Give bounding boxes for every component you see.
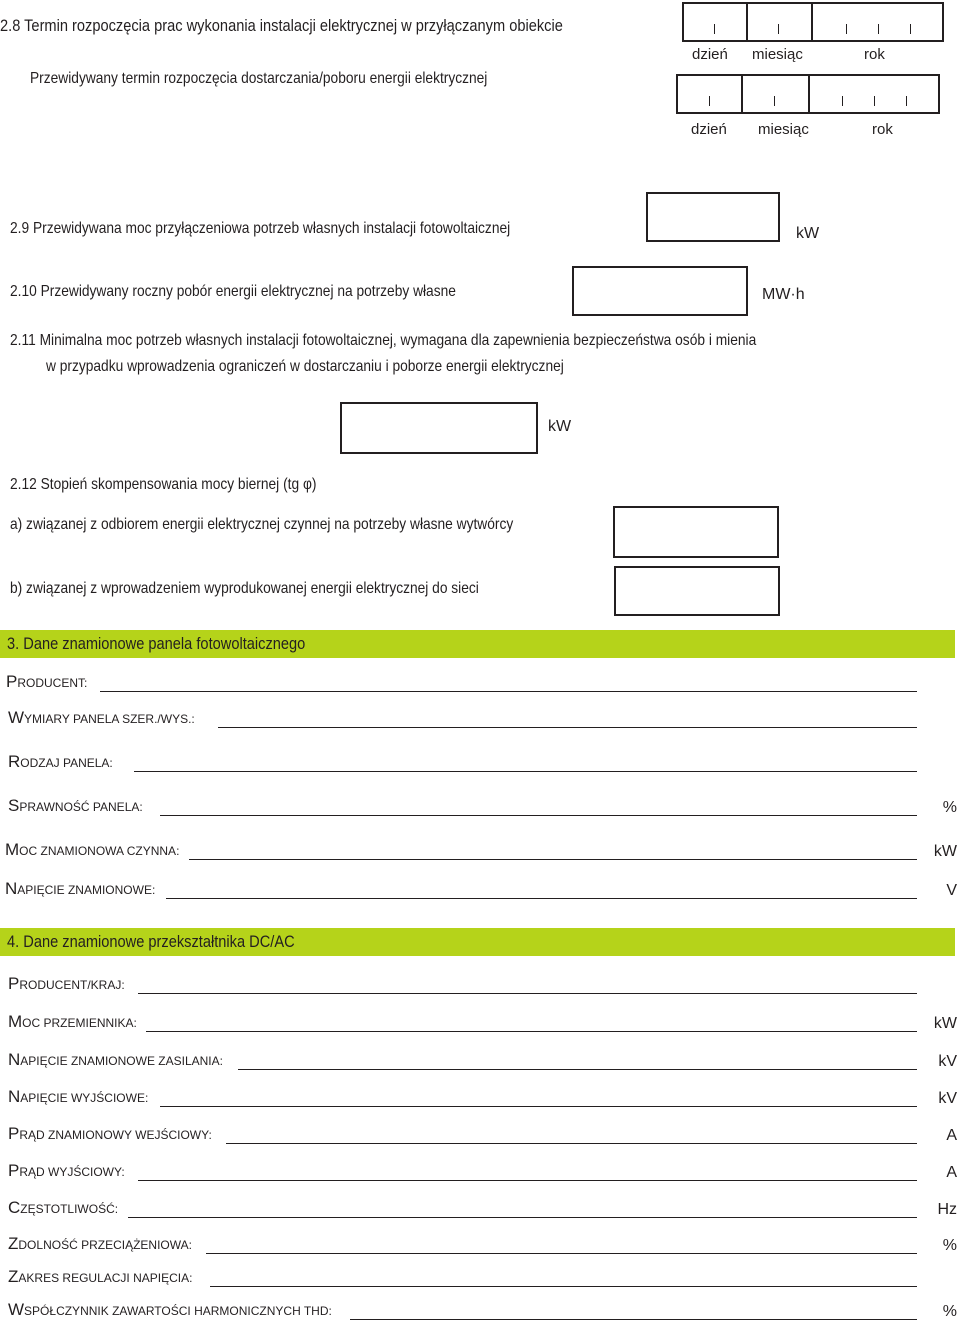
s4-field-label-rest-8: AKRES REGULACJI NAPIĘCIA:: [18, 1271, 193, 1285]
section-4-header: [0, 928, 955, 956]
s4-field-label-cap-3: N: [8, 1087, 21, 1106]
date-1-month-label: miesiąc: [752, 46, 803, 63]
section-4-title: 4. Dane znamionowe przekształtnika DC/AC: [7, 932, 295, 951]
s3-field-input-line-0[interactable]: [100, 691, 917, 692]
s3-field-label-rest-0: RODUCENT:: [17, 676, 88, 690]
s4-field-label-rest-5: RĄD WYJŚCIOWY:: [19, 1165, 125, 1179]
s4-field-label-rest-9: SPÓŁCZYNNIK ZAWARTOŚCI HARMONICZNYCH THD:: [24, 1304, 332, 1318]
s4-field-input-line-2[interactable]: [238, 1069, 917, 1070]
s4-field-label-rest-6: ZĘSTOTLIWOŚĆ:: [20, 1202, 119, 1216]
s3-field-label-rest-1: YMIARY PANELA SZER./WYS.:: [24, 712, 195, 726]
section-2-10-label: 2.10 Przewidywany roczny pobór energii elektrycznej na potrzeby własne: [10, 283, 456, 300]
s3-field-label-2: [8, 752, 113, 772]
tg-phi-b-input-box[interactable]: [614, 566, 780, 616]
s4-field-unit-6: Hz: [937, 1201, 957, 1218]
s4-field-label-cap-8: Z: [8, 1267, 19, 1286]
s4-field-unit-3: kV: [938, 1090, 957, 1107]
s4-field-input-line-7[interactable]: [206, 1253, 917, 1254]
s4-field-label-4: [8, 1124, 212, 1144]
s4-field-unit-1: kW: [933, 1015, 957, 1032]
s4-field-label-cap-4: P: [8, 1124, 20, 1143]
s4-field-label-cap-1: M: [8, 1012, 23, 1031]
s3-field-unit-4: kW: [933, 843, 957, 860]
s4-field-input-line-6[interactable]: [128, 1217, 917, 1218]
s4-field-label-cap-0: P: [8, 974, 20, 993]
s4-field-unit-9: %: [942, 1303, 957, 1320]
s4-field-label-cap-9: W: [8, 1300, 25, 1319]
section-2-11-line-1: 2.11 Minimalna moc potrzeb własnych instalacji fotowoltaicznej, wymagana dla zapewnienia bezpieczeństwa osób i mienia: [10, 332, 757, 349]
s4-field-label-0: [8, 974, 125, 994]
s4-field-unit-7: %: [942, 1237, 957, 1254]
min-power-input-box[interactable]: [340, 402, 538, 454]
s4-field-label-6: [8, 1198, 118, 1218]
date-1-year-label: rok: [864, 46, 885, 63]
section-2-9-unit: kW: [796, 225, 820, 242]
s3-field-label-cap-3: S: [8, 796, 20, 815]
section-3-header: [0, 630, 955, 658]
s4-field-label-cap-5: P: [8, 1161, 20, 1180]
s4-field-label-1: [8, 1012, 137, 1032]
s3-field-label-cap-1: W: [8, 708, 25, 727]
s3-field-label-rest-3: PRAWNOŚĆ PANELA:: [19, 800, 143, 814]
s4-field-label-cap-2: N: [8, 1050, 21, 1069]
s3-field-input-line-1[interactable]: [218, 727, 917, 728]
s4-field-label-rest-1: OC PRZEMIENNIKA:: [22, 1016, 137, 1030]
s4-field-label-9: [8, 1300, 332, 1320]
s3-field-label-cap-5: N: [5, 879, 18, 898]
s3-field-input-line-3[interactable]: [160, 815, 917, 816]
s4-field-input-line-1[interactable]: [146, 1031, 917, 1032]
s4-field-label-rest-0: RODUCENT/KRAJ:: [19, 978, 125, 992]
s3-field-input-line-5[interactable]: [166, 898, 917, 899]
s3-field-label-rest-2: ODZAJ PANELA:: [20, 756, 113, 770]
section-2-11-line-2: w przypadku wprowadzenia ograniczeń w dostarczaniu i poborze energii elektrycznej: [46, 358, 564, 375]
s4-field-input-line-8[interactable]: [210, 1286, 917, 1287]
s4-field-label-2: [8, 1050, 223, 1070]
s4-field-input-line-3[interactable]: [160, 1106, 917, 1107]
s4-field-input-line-9[interactable]: [350, 1319, 917, 1320]
section-2-10-unit: MW·h: [762, 286, 805, 303]
s4-field-unit-5: A: [946, 1164, 957, 1181]
s4-field-label-3: [8, 1087, 148, 1107]
tg-phi-a-input-box[interactable]: [613, 506, 779, 558]
s4-field-label-cap-7: Z: [8, 1234, 19, 1253]
s4-field-label-rest-4: RĄD ZNAMIONOWY WEJŚCIOWY:: [19, 1128, 212, 1142]
s3-field-label-cap-2: R: [8, 752, 21, 771]
section-2-12-title: 2.12 Stopień skompensowania mocy biernej (tg φ): [10, 476, 317, 493]
s3-field-label-rest-5: APIĘCIE ZNAMIONOWE:: [17, 883, 156, 897]
energy-input-box[interactable]: [572, 266, 748, 316]
s3-field-label-1: [8, 708, 195, 728]
s4-field-unit-4: A: [946, 1127, 957, 1144]
s3-field-label-0: [6, 672, 87, 692]
date-field-2[interactable]: [676, 74, 940, 114]
section-2-8-title: 2.8 Termin rozpoczęcia prac wykonania instalacji elektrycznej w przyłączanym obiekcie: [0, 16, 563, 35]
s4-field-input-line-0[interactable]: [138, 993, 917, 994]
s4-field-input-line-4[interactable]: [226, 1143, 917, 1144]
section-2-8-subtitle: Przewidywany termin rozpoczęcia dostarczania/poboru energii elektrycznej: [30, 70, 488, 87]
s3-field-unit-5: V: [946, 882, 957, 899]
date-2-day-label: dzień: [691, 121, 727, 138]
s4-field-label-5: [8, 1161, 125, 1181]
s3-field-label-4: [5, 840, 179, 860]
s3-field-label-3: [8, 796, 143, 816]
s4-field-label-8: [8, 1267, 192, 1287]
section-3-title: 3. Dane znamionowe panela fotowoltaicznego: [7, 634, 306, 653]
date-2-month-label: miesiąc: [758, 121, 809, 138]
s4-field-unit-2: kV: [938, 1053, 957, 1070]
s3-field-input-line-4[interactable]: [189, 859, 917, 860]
s4-field-label-7: [8, 1234, 192, 1254]
section-2-11-unit: kW: [548, 418, 572, 435]
s3-field-input-line-2[interactable]: [134, 771, 917, 772]
s4-field-input-line-5[interactable]: [138, 1180, 917, 1181]
s4-field-label-rest-7: DOLNOŚĆ PRZECIĄŻENIOWA:: [18, 1238, 192, 1252]
s4-field-label-cap-6: C: [8, 1198, 21, 1217]
power-input-box[interactable]: [646, 192, 780, 242]
s3-field-unit-3: %: [942, 799, 957, 816]
section-2-9-label: 2.9 Przewidywana moc przyłączeniowa potrzeb własnych instalacji fotowoltaicznej: [10, 220, 511, 237]
s4-field-label-rest-2: APIĘCIE ZNAMIONOWE ZASILANIA:: [20, 1054, 223, 1068]
s3-field-label-cap-0: P: [6, 672, 18, 691]
s3-field-label-rest-4: OC ZNAMIONOWA CZYNNA:: [19, 844, 180, 858]
section-2-12-b-label: b) związanej z wprowadzeniem wyprodukowanej energii elektrycznej do sieci: [10, 580, 479, 597]
date-field-1[interactable]: [682, 2, 944, 42]
date-1-day-label: dzień: [692, 46, 728, 63]
s3-field-label-cap-4: M: [5, 840, 20, 859]
s3-field-label-5: [5, 879, 155, 899]
date-2-year-label: rok: [872, 121, 893, 138]
section-2-12-a-label: a) związanej z odbiorem energii elektrycznej czynnej na potrzeby własne wytwórcy: [10, 516, 514, 533]
s4-field-label-rest-3: APIĘCIE WYJŚCIOWE:: [20, 1091, 149, 1105]
